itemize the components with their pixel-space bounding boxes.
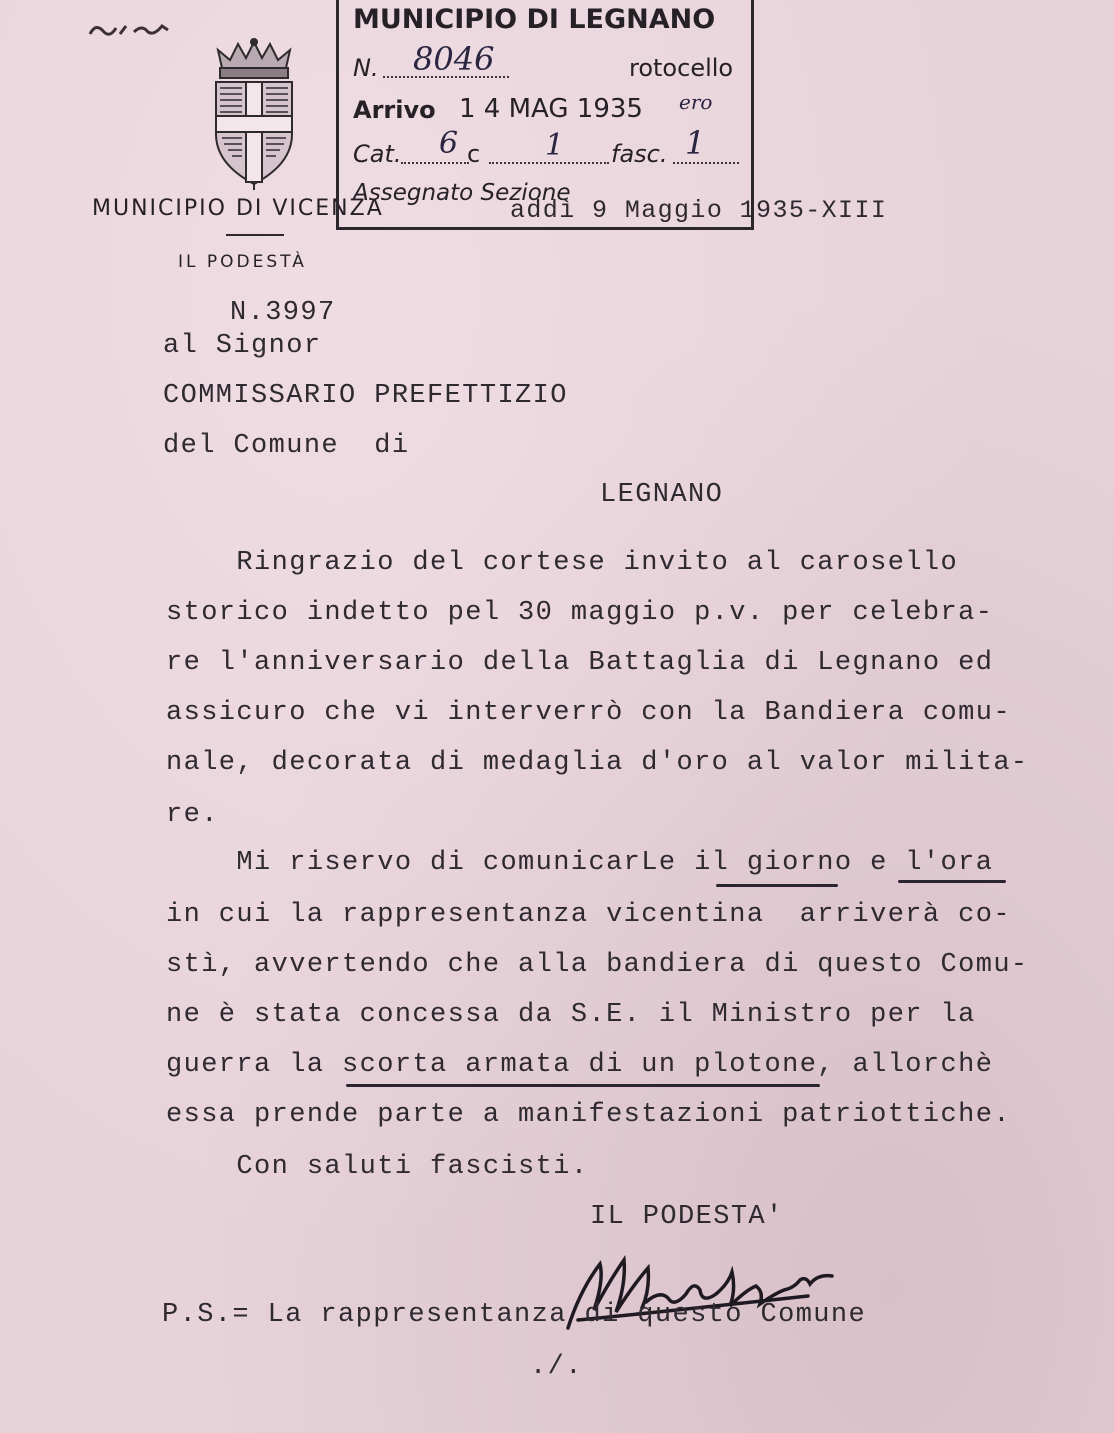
stamp-cat-value: 6 <box>439 126 459 161</box>
closing-line: Con saluti fascisti. <box>166 1152 589 1182</box>
heading-divider <box>226 234 284 236</box>
coat-of-arms-icon <box>204 38 304 190</box>
underline-giorno <box>716 884 838 887</box>
corner-scribble-icon <box>86 14 186 44</box>
stamp-class-value: 1 <box>545 128 565 163</box>
body-line: in cui la rappresentanza vicentina arriverà co- <box>166 900 1011 930</box>
recipient-city: LEGNANO <box>600 480 724 510</box>
body-line: nale, decorata di medaglia d'oro al valor milita- <box>166 748 1029 778</box>
stamp-arrival-date: 1 4 MAG 1935 <box>459 94 643 124</box>
body-line: essa prende parte a manifestazioni patriottiche. <box>166 1100 1011 1130</box>
stamp-fasc-label: fasc. <box>611 140 668 168</box>
body-line: re. <box>166 800 219 830</box>
stamp-arrival-note: ero <box>679 90 713 114</box>
stamp-section-label: Assegnato Sezione <box>353 180 571 206</box>
continuation-mark: ./. <box>530 1352 583 1382</box>
municipality-heading: MUNICIPIO DI VICENZA <box>92 196 384 221</box>
vicenza-coat-of-arms <box>204 38 304 190</box>
stamp-cat-line <box>401 162 469 164</box>
office-heading: IL PODESTÀ <box>178 252 307 272</box>
recipient-salutation: al Signor <box>163 331 322 361</box>
body-line: Ringrazio del cortese invito al carosello <box>166 548 959 578</box>
stamp-cat-separator: c <box>467 140 481 168</box>
corner-handwritten-mark <box>86 14 186 50</box>
postscript-line: P.S.= La rappresentanza di questo Comune <box>162 1300 867 1330</box>
underline-scorta-armata <box>346 1084 820 1087</box>
stamp-title: MUNICIPIO DI LEGNANO <box>353 4 716 35</box>
body-line: stì, avvertendo che alla bandiera di questo Comu- <box>166 950 1029 980</box>
stamp-fasc-value: 1 <box>685 124 706 162</box>
stamp-fasc-line <box>673 162 739 164</box>
date-line: addì 9 Maggio 1935-XIII <box>510 196 888 225</box>
stamp-number-value: 8046 <box>413 40 495 78</box>
body-line: assicuro che vi interverrò con la Bandiera comu- <box>166 698 1011 728</box>
body-line: storico indetto pel 30 maggio p.v. per celebra- <box>166 598 994 628</box>
signer-title: IL PODESTA' <box>590 1202 784 1232</box>
stamp-protocol-label: rotocello <box>629 54 734 82</box>
body-line: ne è stata concessa da S.E. il Ministro per la <box>166 1000 976 1030</box>
recipient-municipality: del Comune di <box>163 431 410 461</box>
body-line: re l'anniversario della Battaglia di Legnano ed <box>166 648 994 678</box>
stamp-cat-label: Cat. <box>353 140 402 168</box>
body-line: Mi riservo di comunicarLe il giorno e l'ora <box>166 848 994 878</box>
stamp-arrival-label: Arrivo <box>353 96 436 124</box>
body-line: guerra la scorta armata di un plotone, allorchè <box>166 1050 994 1080</box>
recipient-title: COMMISSARIO PREFETTIZIO <box>163 381 568 411</box>
protocol-number: N.3997 <box>230 298 336 328</box>
underline-ora <box>898 880 1006 883</box>
stamp-number-label: N. <box>353 54 379 82</box>
